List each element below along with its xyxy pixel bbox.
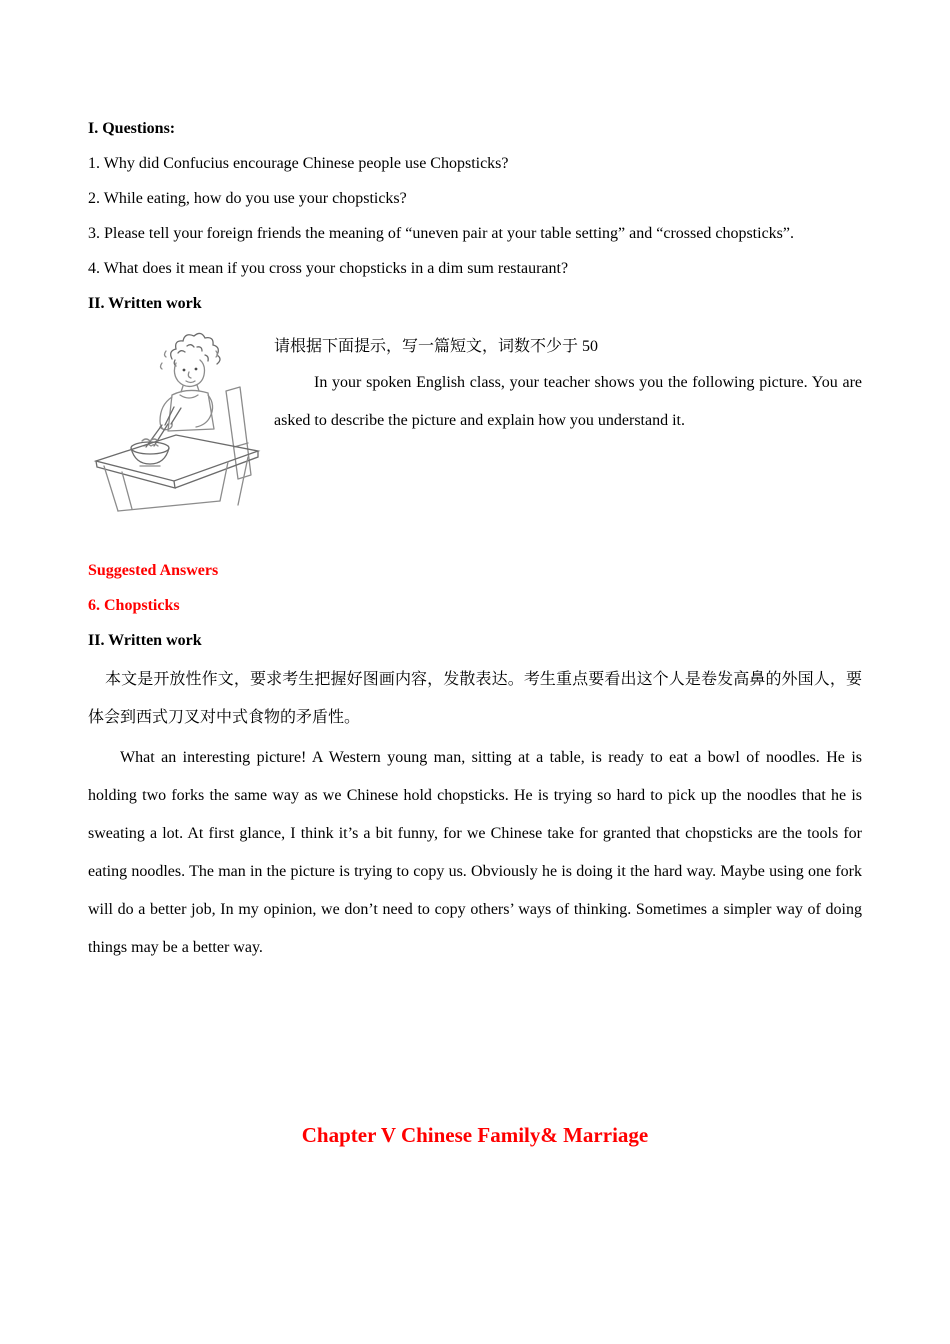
chopsticks-heading: 6. Chopsticks xyxy=(88,597,180,614)
chapter-title: Chapter V Chinese Family& Marriage xyxy=(301,1123,649,1147)
noodle-eater-sketch xyxy=(88,329,266,513)
question-4: 4. What does it mean if you cross your chopsticks in a dim sum restaurant? xyxy=(88,260,569,277)
noodle-eater-illustration xyxy=(88,329,266,513)
written-work-heading: II. Written work xyxy=(88,295,202,312)
figure-row xyxy=(88,329,862,513)
essay-paragraph: What an interesting picture! A Western young man, sitting at a table, is ready to eat a bowl of noodles. He is holding two forks the same way as we Chinese hold chopsticks. He is trying so hard to pick up the noodles that he is sweating a lot. At first glance, I think it’s a bit funny, for we Chinese take for granted that chopsticks are the tools for eating noodles. The man in the picture is trying to copy us. Obviously he is doing it the hard way. Maybe using one fork will do a better job, In my opinion, we don’t need to copy others’ ways of thinking. Sometimes a simpler way of doing things may be a better way. xyxy=(88,749,862,956)
question-1: 1. Why did Confucius encourage Chinese people use Chopsticks? xyxy=(88,155,509,172)
prompt-column xyxy=(266,329,862,440)
analysis-chinese: 本文是开放性作文，要求考生把握好图画内容，发散表达。考生重点要看出这个人是卷发高鼻的外国人，要体会到西式刀叉对中式食物的矛盾性。 xyxy=(88,671,862,726)
section-gap xyxy=(88,513,862,553)
suggested-answers-heading: Suggested Answers xyxy=(88,562,219,579)
prompt-chinese: 请根据下面提示，写一篇短文，词数不少于 50 xyxy=(274,338,599,355)
prompt-english: In your spoken English class, your teacher shows you the following picture. You are asked to describe the picture and explain how you understand it. xyxy=(274,374,862,429)
questions-heading: I. Questions: xyxy=(88,120,176,137)
question-3: 3. Please tell your foreign friends the meaning of “uneven pair at your table setting” and “crossed chopsticks”. xyxy=(88,225,794,242)
question-2: 2. While eating, how do you use your chopsticks? xyxy=(88,190,407,207)
written-work-heading-2: II. Written work xyxy=(88,632,202,649)
